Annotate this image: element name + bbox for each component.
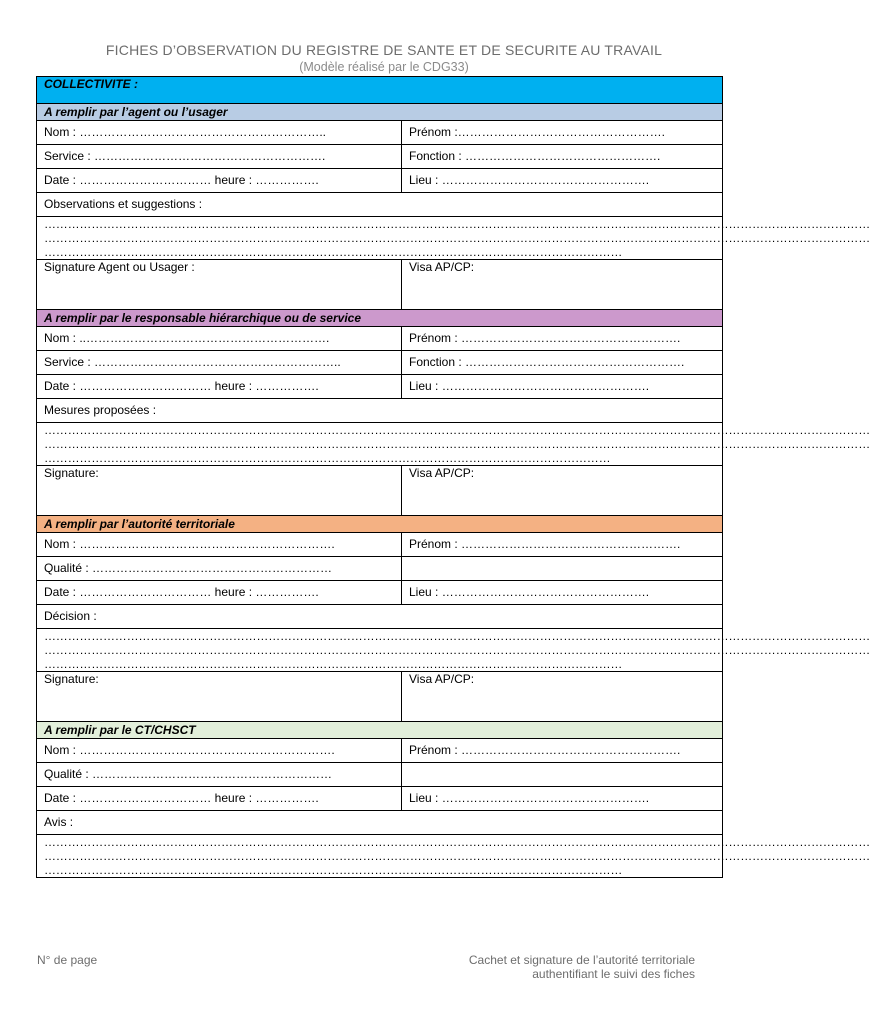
agent-service-field[interactable]: Service : …………………………………………………. (37, 145, 402, 169)
auto-prenom-field[interactable]: Prénom : ………………………………………………. (402, 533, 723, 557)
resp-nom-field[interactable]: Nom : ..……………………………………………………. (37, 327, 402, 351)
auto-qualite-field[interactable]: Qualité : …………………………………………………… (37, 557, 402, 581)
ct-qualite-field[interactable]: Qualité : …………………………………………………… (37, 763, 402, 787)
resp-fonction-field[interactable]: Fonction : ………………………………………………. (402, 351, 723, 375)
agent-lieu-field[interactable]: Lieu : ……………………………………………. (402, 169, 723, 193)
dotted-line: ………………………………………………………………………………………………………………………………………………………………………………………… (44, 643, 870, 657)
auto-date-heure-field[interactable]: Date : …………………………… heure : ……………. (37, 581, 402, 605)
ct-empty-cell (402, 763, 723, 787)
resp-prenom-field[interactable]: Prénom : ………………………………………………. (402, 327, 723, 351)
dotted-line: ………………………………………………………………………………………………………………………………………………………………………………………… (44, 849, 870, 863)
auto-decision-label: Décision : (37, 605, 723, 629)
ct-lieu-field[interactable]: Lieu : ……………………………………………. (402, 787, 723, 811)
agent-signature-box[interactable]: Signature Agent ou Usager : (37, 260, 402, 310)
resp-service-field[interactable]: Service : …………………………………………………….. (37, 351, 402, 375)
agent-visa-box[interactable]: Visa AP/CP: (402, 260, 723, 310)
dotted-line: ………………………………………………………………………………………………………………………………………………………………………………………… (44, 629, 870, 643)
dotted-line: ………………………………………………………………………………………………………………………………………………………………………………………… (44, 423, 870, 437)
collectivite-field[interactable]: COLLECTIVITE : (37, 77, 723, 104)
section-heading-chsct: A remplir par le CT/CHSCT (37, 722, 723, 739)
auto-lieu-field[interactable]: Lieu : ……………………………………………. (402, 581, 723, 605)
dotted-line: ………………………………………………………………………………………………………………………………… (44, 657, 623, 671)
dotted-line: ……………………………………………………………………………………………………………………………… (44, 451, 611, 465)
agent-observations-label: Observations et suggestions : (37, 193, 723, 217)
dotted-line: ………………………………………………………………………………………………………………………………………………………………………………………… (44, 835, 870, 849)
agent-fonction-field[interactable]: Fonction : …………………………………………. (402, 145, 723, 169)
ct-nom-field[interactable]: Nom : ………………………………………………………. (37, 739, 402, 763)
page-title: FICHES D’OBSERVATION DU REGISTRE DE SANTE ET DE SECURITE AU TRAVAIL (105, 42, 663, 58)
dotted-line: ………………………………………………………………………………………………………………………………………………………………………………………… (44, 217, 870, 231)
resp-lieu-field[interactable]: Lieu : ……………………………………………. (402, 375, 723, 399)
dotted-line: ………………………………………………………………………………………………………………………………… (44, 863, 623, 877)
ct-avis-area[interactable] (37, 835, 870, 878)
agent-nom-field[interactable]: Nom : …………………………………………………….. (37, 121, 402, 145)
resp-signature-box[interactable]: Signature: (37, 466, 402, 516)
ct-avis-label: Avis : (37, 811, 723, 835)
auto-signature-box[interactable]: Signature: (37, 672, 402, 722)
resp-mesures-label: Mesures proposées : (37, 399, 723, 423)
auto-decision-area[interactable] (37, 629, 870, 672)
dotted-line: ………………………………………………………………………………………………………………………………………………………………………………………… (44, 231, 870, 245)
auto-visa-box[interactable]: Visa AP/CP: (402, 672, 723, 722)
section-heading-responsable: A remplir par le responsable hiérarchique ou de service (37, 310, 723, 327)
page-subtitle: (Modèle réalisé par le CDG33) (299, 60, 469, 74)
agent-date-heure-field[interactable]: Date : …………………………… heure : ……………. (37, 169, 402, 193)
agent-observations-area[interactable] (37, 217, 870, 260)
stamp-caption-line: Cachet et signature de l’autorité territoriale (468, 953, 695, 967)
agent-prenom-field[interactable]: Prénom :……………………………………………. (402, 121, 723, 145)
resp-mesures-area[interactable] (37, 423, 870, 466)
dotted-line: ………………………………………………………………………………………………………………………………… (44, 245, 623, 259)
observation-form (36, 76, 870, 878)
stamp-caption (469, 953, 695, 981)
ct-date-heure-field[interactable]: Date : …………………………… heure : ……………. (37, 787, 402, 811)
resp-date-heure-field[interactable]: Date : …………………………… heure : ……………. (37, 375, 402, 399)
section-heading-autorite: A remplir par l’autorité territoriale (37, 516, 723, 533)
ct-prenom-field[interactable]: Prénom : ………………………………………………. (402, 739, 723, 763)
resp-visa-box[interactable]: Visa AP/CP: (402, 466, 723, 516)
auto-empty-cell (402, 557, 723, 581)
page-number-label: N° de page (37, 953, 98, 967)
section-heading-agent: A remplir par l’agent ou l’usager (37, 104, 723, 121)
dotted-line: ………………………………………………………………………………………………………………………………………………………………………………………… (44, 437, 870, 451)
auto-nom-field[interactable]: Nom : ………………………………………………………. (37, 533, 402, 557)
stamp-caption-line: authentifiant le suivi des fiches (532, 967, 695, 981)
